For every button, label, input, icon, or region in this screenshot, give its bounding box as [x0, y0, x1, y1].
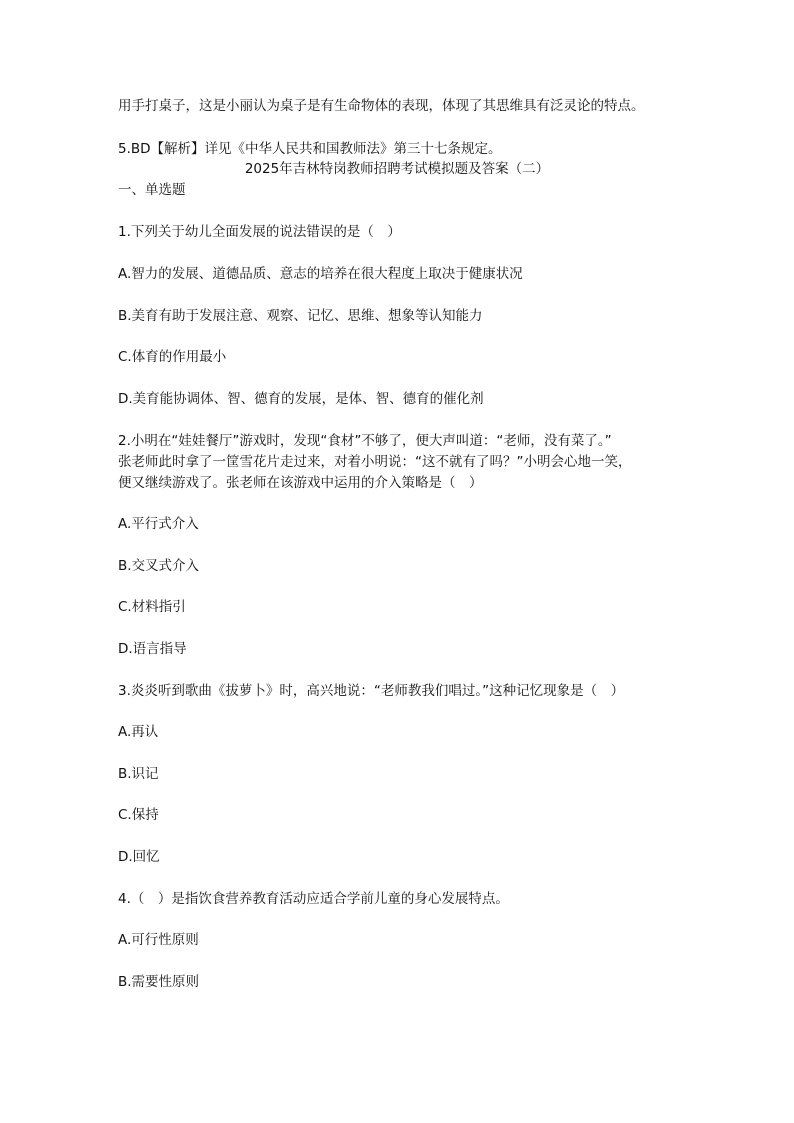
question-3-option-c: C.保持	[118, 807, 159, 823]
question-3-option-d: D.回忆	[118, 849, 160, 865]
question-3-stem: 3.炎炎听到歌曲《拔萝卜》时，高兴地说：“老师教我们唱过。”这种记忆现象是（ ）	[118, 683, 625, 699]
question-2-option-c: C.材料指引	[118, 599, 186, 615]
question-2-option-a: A.平行式介入	[118, 516, 199, 532]
question-2-option-d: D.语言指导	[118, 641, 187, 657]
question-1-option-d: D.美育能协调体、智、德育的发展，是体、智、德育的催化剂	[118, 391, 484, 407]
answer-5: 5.BD【解析】详见《中华人民共和国教师法》第三十七条规定。	[118, 141, 502, 157]
question-4-option-a: A.可行性原则	[118, 932, 199, 948]
question-1-stem: 1.下列关于幼儿全面发展的说法错误的是（ ）	[118, 224, 401, 240]
question-3-option-b: B.识记	[118, 766, 159, 782]
question-1-option-a: A.智力的发展、道德品质、意志的培养在很大程度上取决于健康状况	[118, 266, 523, 282]
question-1-option-b: B.美育有助于发展注意、观察、记忆、思维、想象等认知能力	[118, 308, 483, 324]
question-3-option-a: A.再认	[118, 724, 159, 740]
question-2-stem	[118, 431, 698, 494]
question-2-option-b: B.交叉式介入	[118, 558, 200, 574]
question-4-option-b: B.需要性原则	[118, 974, 200, 990]
question-2-stem-line-3: 便又继续游戏了。张老师在该游戏中运用的介入策略是（ ）	[118, 475, 483, 491]
document-title: 2025年吉林特岗教师招聘考试模拟题及答案（二）	[244, 161, 550, 177]
question-4-stem: 4.（ ）是指饮食营养教育活动应适合学前儿童的身心发展特点。	[118, 891, 509, 907]
question-2-stem-line-2: 张老师此时拿了一筐雪花片走过来，对着小明说：“这不就有了吗？”小明会心地一笑，	[118, 454, 632, 470]
question-1-option-c: C.体育的作用最小	[118, 349, 227, 365]
prev-answer-line: 用手打桌子，这是小丽认为桌子是有生命物体的表现，体现了其思维具有泛灵论的特点。	[118, 98, 645, 114]
section-heading: 一、单选题	[118, 182, 186, 198]
question-2-stem-line-1: 2.小明在“娃娃餐厅”游戏时，发现“食材”不够了，便大声叫道：“老师，没有菜了。”	[118, 433, 612, 449]
